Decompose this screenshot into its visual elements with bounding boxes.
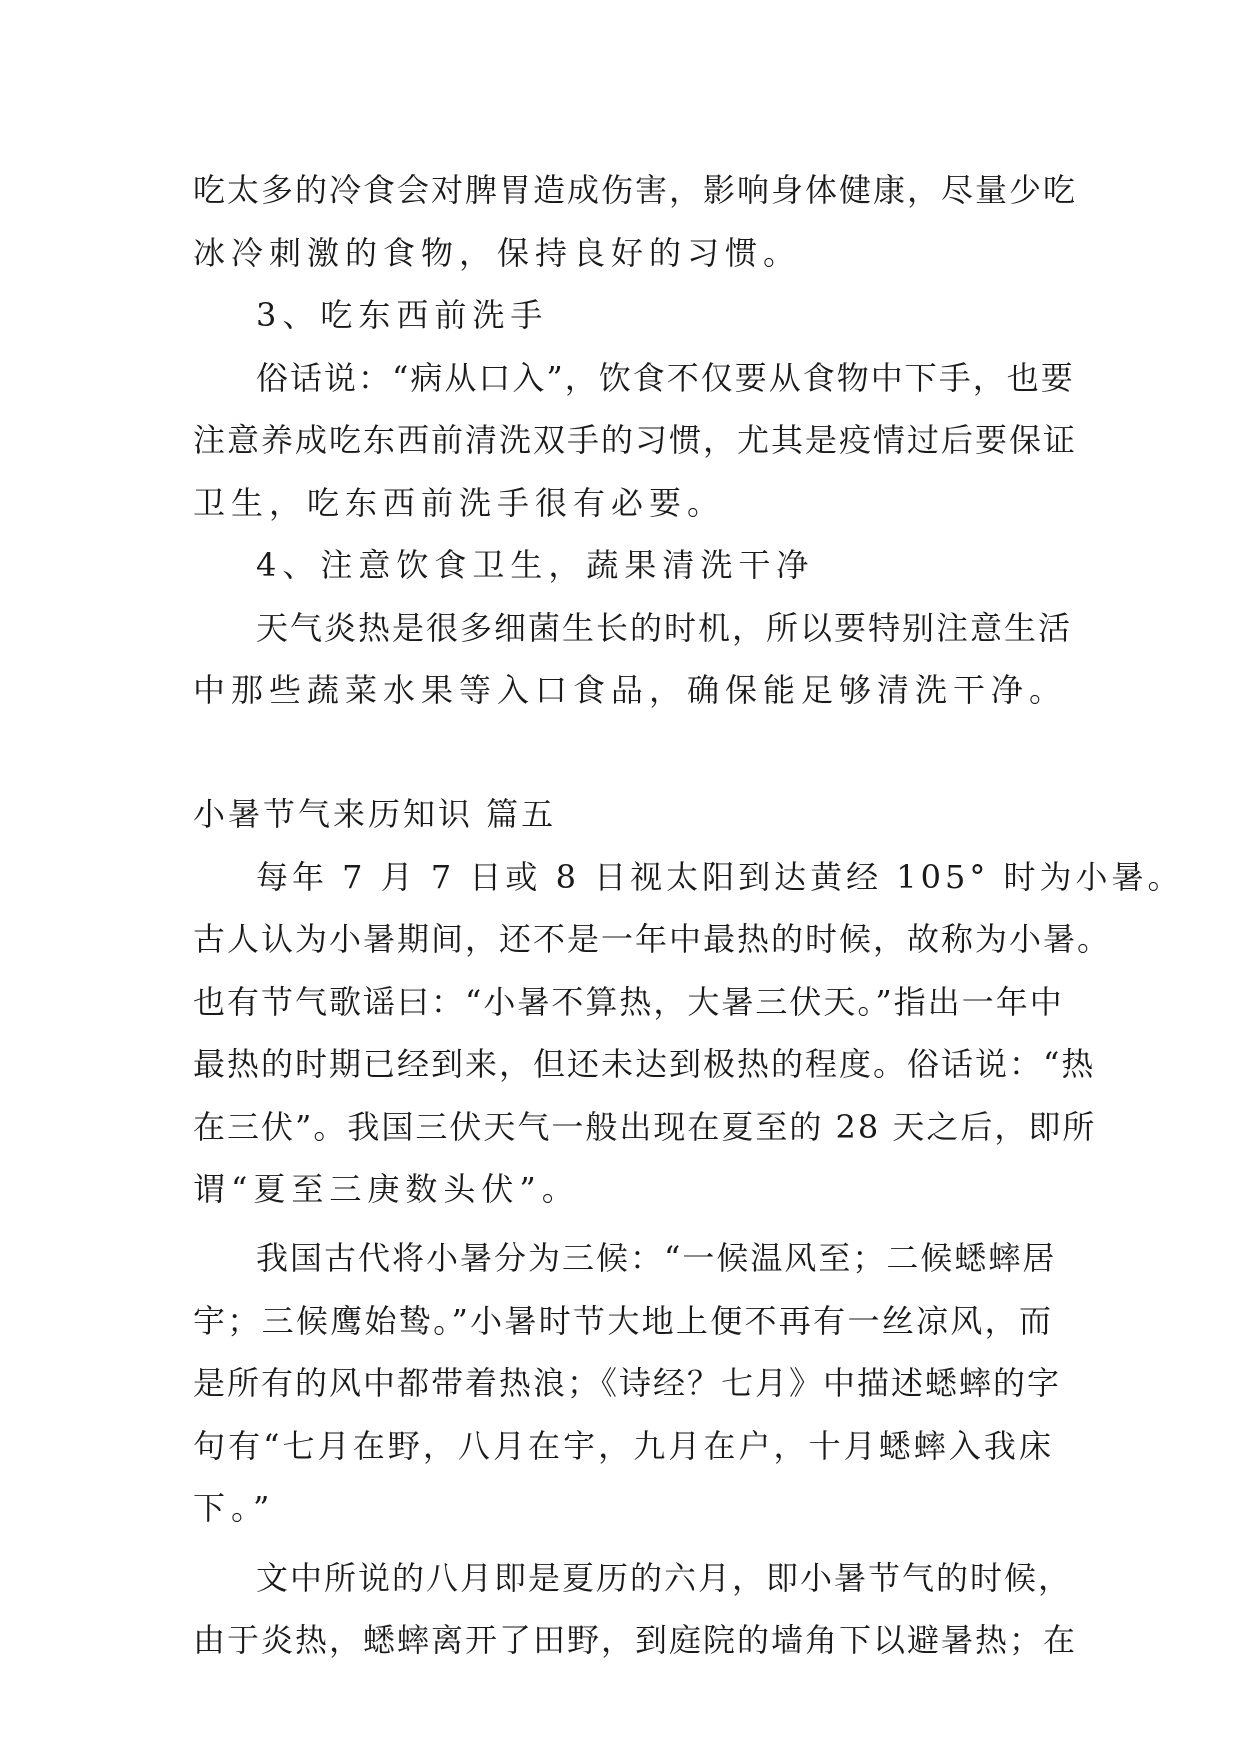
- article-title: 小暑节气来历知识 篇五: [193, 795, 557, 833]
- paragraph-line: 古人认为小暑期间，还不是一年中最热的时候，故称为小暑。: [193, 920, 1112, 958]
- paragraph-line: 冰冷刺激的食物，保持良好的习惯。: [193, 234, 802, 272]
- section-heading: 4、注意饮食卫生，蔬果清洗干净: [256, 546, 815, 584]
- paragraph-line: 是所有的风中都带着热浪；《诗经？七月》中描述蟋蟀的字: [193, 1364, 1062, 1402]
- section-heading: 3、吃东西前洗手: [256, 296, 549, 334]
- paragraph-line: 天气炎热是很多细菌生长的时机，所以要特别注意生活: [256, 609, 1073, 647]
- paragraph-line: 注意养成吃东西前清洗双手的习惯，尤其是疫情过后要保证: [193, 421, 1078, 459]
- paragraph-line: 下。”: [193, 1489, 276, 1527]
- paragraph-line: 句有“七月在野，八月在宇，九月在户，十月蟋蟀入我床: [193, 1427, 1053, 1465]
- paragraph-line: 宇；三候鹰始鸷。”小暑时节大地上便不再有一丝凉风，而: [193, 1302, 1053, 1340]
- paragraph-line: 文中所说的八月即是夏历的六月，即小暑节气的时候，: [256, 1559, 1073, 1597]
- paragraph-line: 最热的时期已经到来，但还未达到极热的程度。俗话说：“热: [193, 1045, 1096, 1083]
- paragraph-line: 在三伏”。我国三伏天气一般出现在夏至的 28 天之后，即所: [193, 1108, 1097, 1146]
- paragraph-line: 谓“夏至三庚数头伏”。: [193, 1170, 580, 1208]
- paragraph-line: 俗话说：“病从口入”，饮食不仅要从食物中下手，也要: [256, 359, 1075, 397]
- paragraph-line: 由于炎热，蟋蟀离开了田野，到庭院的墙角下以避暑热；在: [193, 1621, 1078, 1659]
- paragraph-line: 每年 7 月 7 日或 8 日视太阳到达黄经 105° 时为小暑。: [256, 858, 1184, 896]
- paragraph-line: 也有节气歌谣曰：“小暑不算热，大暑三伏天。”指出一年中: [193, 983, 1064, 1021]
- paragraph-line: 我国古代将小暑分为三候：“一候温风至；二候蟋蟀居: [256, 1239, 1057, 1277]
- paragraph-line: 中那些蔬菜水果等入口食品，确保能足够清洗干净。: [193, 671, 1068, 709]
- paragraph-line: 吃太多的冷食会对脾胃造成伤害，影响身体健康，尽量少吃: [193, 171, 1078, 209]
- paragraph-line: 卫生，吃东西前洗手很有必要。: [193, 484, 726, 522]
